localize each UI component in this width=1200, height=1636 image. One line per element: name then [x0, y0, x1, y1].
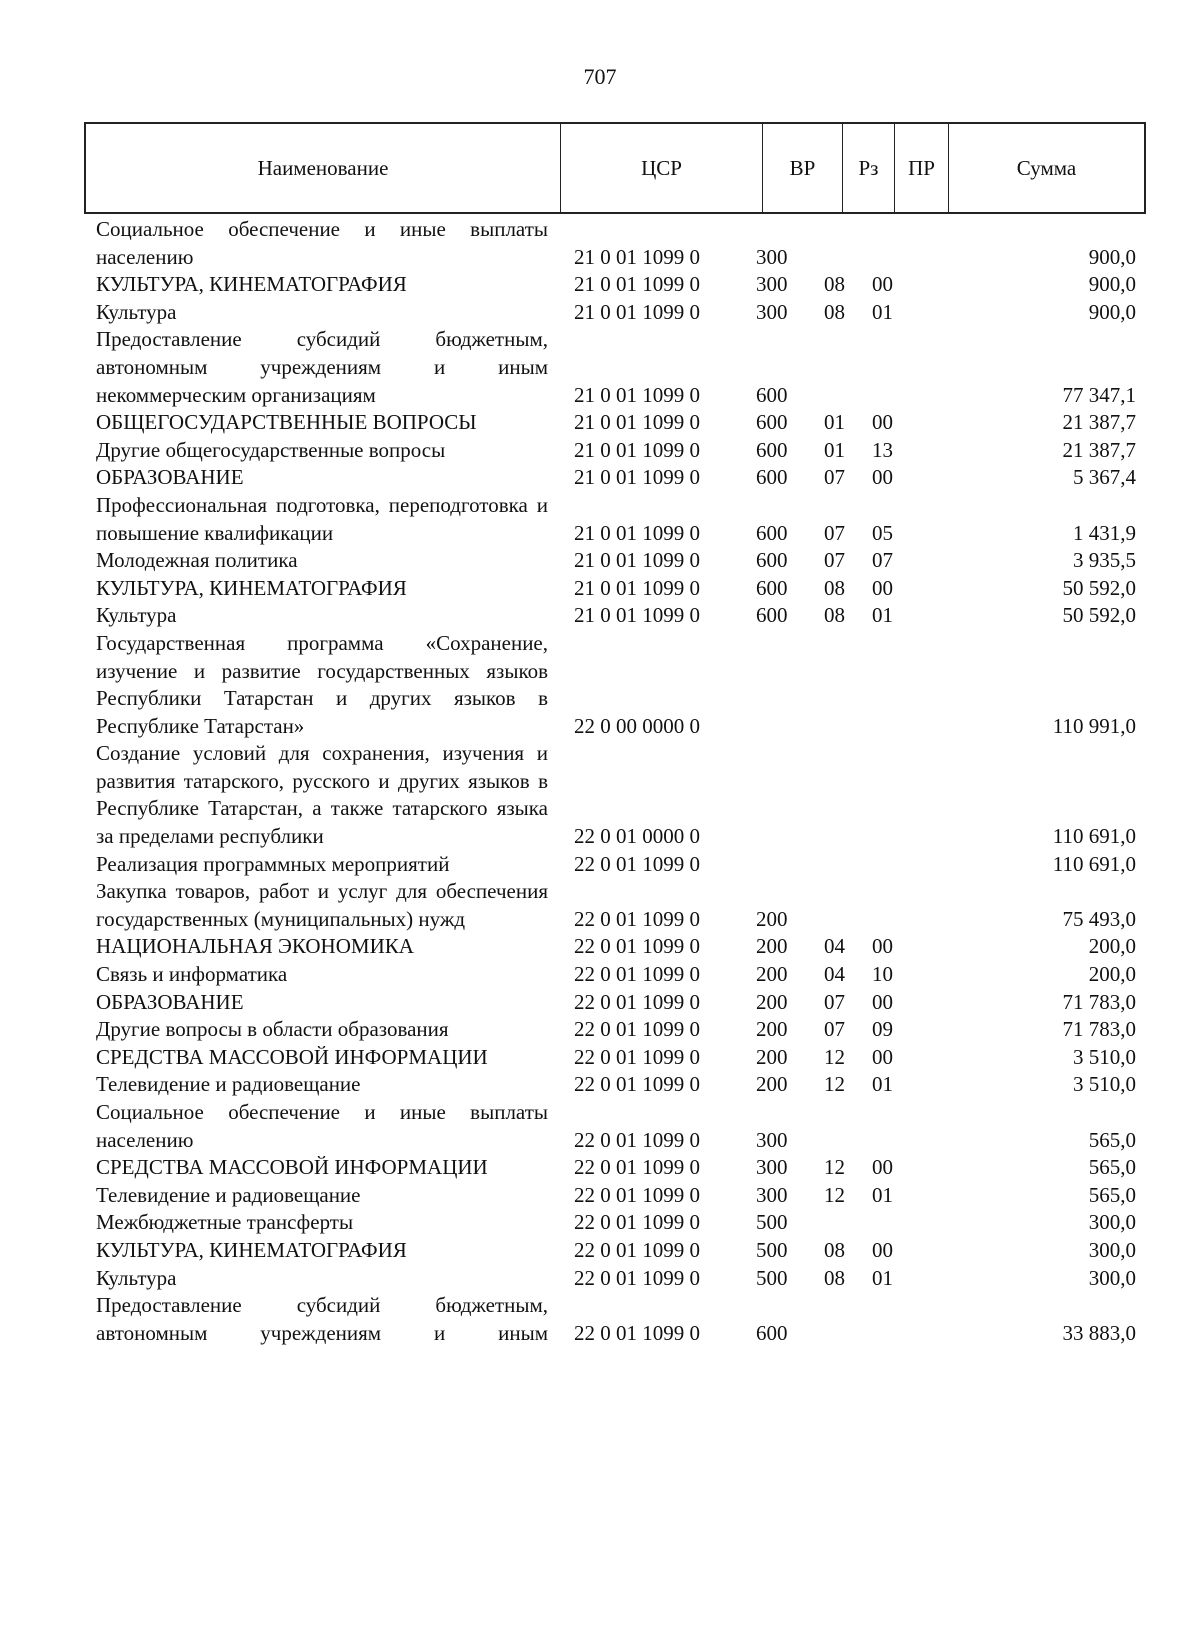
cell-vr: 300: [756, 1182, 788, 1207]
cell-name: Государственная программа «Сохранение, изучение и развитие государственных языков Республики Татарстан и других языков в Республике Татарстан»: [96, 630, 548, 738]
cell-rz: 12: [824, 1044, 845, 1069]
table-row: [96, 409, 1136, 437]
table-row: [96, 1265, 1136, 1293]
table-row: [96, 1099, 1136, 1154]
cell-name: Молодежная политика: [96, 548, 298, 573]
table-row: [96, 437, 1136, 465]
table-header: [84, 122, 1146, 214]
cell-sum: 110 691,0: [1052, 851, 1136, 876]
cell-name: Реализация программных мероприятий: [96, 851, 450, 876]
cell-vr: 200: [756, 962, 788, 987]
cell-name: СРЕДСТВА МАССОВОЙ ИНФОРМАЦИИ: [96, 1044, 488, 1069]
header-csr: ЦСР: [561, 124, 763, 212]
cell-sum: 300,0: [1088, 1210, 1136, 1235]
cell-sum: 565,0: [1088, 1155, 1136, 1180]
cell-csr: 22 0 01 1099 0: [574, 851, 700, 876]
cell-sum: 110 991,0: [1052, 713, 1136, 738]
cell-sum: 50 592,0: [1062, 603, 1136, 628]
cell-sum: 5 367,4: [1073, 465, 1136, 490]
cell-rz: 07: [824, 548, 845, 573]
cell-rz: 08: [824, 603, 845, 628]
cell-csr: 21 0 01 1099 0: [574, 382, 700, 407]
cell-name: КУЛЬТУРА, КИНЕМАТОГРАФИЯ: [96, 575, 407, 600]
cell-csr: 22 0 01 0000 0: [574, 824, 700, 849]
cell-csr: 22 0 01 1099 0: [574, 906, 700, 931]
cell-vr: 600: [756, 575, 788, 600]
table-row: [96, 271, 1136, 299]
page-number: 707: [583, 64, 617, 89]
cell-name: ОБРАЗОВАНИЕ: [96, 465, 244, 490]
cell-rz: 07: [824, 1017, 845, 1042]
cell-name: КУЛЬТУРА, КИНЕМАТОГРАФИЯ: [96, 1237, 407, 1262]
table-row: [96, 547, 1136, 575]
header-pr: ПР: [895, 124, 949, 212]
cell-csr: 22 0 01 1099 0: [574, 962, 700, 987]
table-row: [96, 602, 1136, 630]
cell-sum: 77 347,1: [1062, 382, 1136, 407]
cell-rz: 08: [824, 272, 845, 297]
cell-name: Другие общегосударственные вопросы: [96, 437, 446, 462]
cell-vr: 500: [756, 1210, 788, 1235]
cell-sum: 565,0: [1088, 1127, 1136, 1152]
cell-csr: 21 0 01 1099 0: [574, 437, 700, 462]
cell-pr: 10: [872, 962, 893, 987]
cell-pr: 05: [872, 520, 893, 545]
cell-sum: 565,0: [1088, 1182, 1136, 1207]
cell-csr: 22 0 01 1099 0: [574, 1072, 700, 1097]
cell-vr: 300: [756, 272, 788, 297]
cell-csr: 21 0 01 1099 0: [574, 603, 700, 628]
cell-csr: 21 0 01 1099 0: [574, 465, 700, 490]
cell-name: Культура: [96, 299, 177, 324]
table-body: [96, 216, 1136, 1347]
table-row: [96, 1292, 1136, 1347]
cell-sum: 71 783,0: [1062, 1017, 1136, 1042]
cell-pr: 13: [872, 437, 893, 462]
cell-rz: 12: [824, 1155, 845, 1180]
cell-pr: 09: [872, 1017, 893, 1042]
cell-sum: 110 691,0: [1052, 824, 1136, 849]
cell-pr: 00: [872, 465, 893, 490]
cell-pr: 01: [872, 1182, 893, 1207]
cell-csr: 21 0 01 1099 0: [574, 299, 700, 324]
table-row: [96, 851, 1136, 879]
cell-pr: 00: [872, 1044, 893, 1069]
cell-sum: 50 592,0: [1062, 575, 1136, 600]
cell-sum: 71 783,0: [1062, 989, 1136, 1014]
cell-rz: 07: [824, 465, 845, 490]
cell-csr: 21 0 01 1099 0: [574, 548, 700, 573]
cell-vr: 600: [756, 382, 788, 407]
cell-pr: 01: [872, 603, 893, 628]
cell-vr: 200: [756, 1072, 788, 1097]
cell-pr: 00: [872, 272, 893, 297]
cell-pr: 00: [872, 410, 893, 435]
cell-vr: 300: [756, 244, 788, 269]
cell-rz: 08: [824, 575, 845, 600]
table-row: [96, 216, 1136, 271]
cell-vr: 200: [756, 934, 788, 959]
cell-pr: 01: [872, 299, 893, 324]
table-row: [96, 630, 1136, 740]
cell-name: ОБРАЗОВАНИЕ: [96, 989, 244, 1014]
cell-name: Предоставление субсидий бюджетным, автономным учреждениям и иным: [96, 1293, 548, 1345]
cell-name: Профессиональная подготовка, переподготовка и повышение квалификации: [96, 492, 548, 545]
cell-csr: 22 0 01 1099 0: [574, 1237, 700, 1262]
cell-pr: 00: [872, 1155, 893, 1180]
table-row: [96, 933, 1136, 961]
cell-name: Социальное обеспечение и иные выплаты населению: [96, 217, 548, 269]
table-row: [96, 575, 1136, 603]
header-vr: ВР: [763, 124, 843, 212]
cell-rz: 07: [824, 520, 845, 545]
cell-sum: 21 387,7: [1062, 410, 1136, 435]
cell-name: Закупка товаров, работ и услуг для обеспечения государственных (муниципальных) нужд: [96, 879, 548, 931]
table-row: [96, 492, 1136, 547]
cell-name: Телевидение и радиовещание: [96, 1072, 361, 1097]
cell-name: ОБЩЕГОСУДАРСТВЕННЫЕ ВОПРОСЫ: [96, 410, 477, 435]
cell-rz: 04: [824, 962, 845, 987]
cell-pr: 07: [872, 548, 893, 573]
cell-name: Предоставление субсидий бюджетным, автономным учреждениям и иным некоммерческим организациям: [96, 327, 548, 407]
cell-vr: 200: [756, 906, 788, 931]
cell-pr: 00: [872, 989, 893, 1014]
cell-sum: 900,0: [1088, 272, 1136, 297]
cell-name: Культура: [96, 603, 177, 628]
table-row: [96, 464, 1136, 492]
cell-rz: 01: [824, 437, 845, 462]
cell-vr: 300: [756, 299, 788, 324]
cell-vr: 200: [756, 989, 788, 1014]
cell-sum: 900,0: [1088, 244, 1136, 269]
cell-vr: 500: [756, 1265, 788, 1290]
cell-csr: 22 0 01 1099 0: [574, 1127, 700, 1152]
cell-vr: 600: [756, 603, 788, 628]
cell-pr: 00: [872, 575, 893, 600]
cell-csr: 22 0 01 1099 0: [574, 934, 700, 959]
cell-sum: 300,0: [1088, 1237, 1136, 1262]
table-row: [96, 1237, 1136, 1265]
cell-csr: 21 0 01 1099 0: [574, 410, 700, 435]
cell-name: КУЛЬТУРА, КИНЕМАТОГРАФИЯ: [96, 272, 407, 297]
cell-sum: 200,0: [1088, 962, 1136, 987]
cell-csr: 21 0 01 1099 0: [574, 520, 700, 545]
cell-name: Другие вопросы в области образования: [96, 1017, 449, 1042]
table-row: [96, 740, 1136, 850]
cell-csr: 21 0 01 1099 0: [574, 272, 700, 297]
cell-vr: 600: [756, 548, 788, 573]
cell-name: Создание условий для сохранения, изучения и развития татарского, русского и других языков в Республике Татарстан, а также татарского языка за пределами республики: [96, 741, 548, 849]
table-row: [96, 1182, 1136, 1210]
cell-csr: 22 0 01 1099 0: [574, 1182, 700, 1207]
cell-csr: 22 0 01 1099 0: [574, 1320, 700, 1345]
cell-pr: 01: [872, 1265, 893, 1290]
cell-rz: 08: [824, 1237, 845, 1262]
cell-sum: 900,0: [1088, 299, 1136, 324]
cell-rz: 12: [824, 1072, 845, 1097]
cell-sum: 21 387,7: [1062, 437, 1136, 462]
header-name: Наименование: [86, 124, 561, 212]
cell-sum: 1 431,9: [1073, 520, 1136, 545]
cell-vr: 500: [756, 1237, 788, 1262]
cell-name: Культура: [96, 1265, 177, 1290]
table-row: [96, 1044, 1136, 1072]
cell-csr: 22 0 01 1099 0: [574, 989, 700, 1014]
cell-sum: 300,0: [1088, 1265, 1136, 1290]
table-row: [96, 989, 1136, 1017]
cell-name: СРЕДСТВА МАССОВОЙ ИНФОРМАЦИИ: [96, 1155, 488, 1180]
cell-rz: 04: [824, 934, 845, 959]
cell-name: Социальное обеспечение и иные выплаты населению: [96, 1100, 548, 1152]
header-sum: Сумма: [1016, 155, 1077, 180]
table-row: [96, 1154, 1136, 1182]
cell-vr: 600: [756, 1320, 788, 1345]
cell-rz: 07: [824, 989, 845, 1014]
table-row: [96, 326, 1136, 409]
cell-rz: 12: [824, 1182, 845, 1207]
cell-csr: 22 0 01 1099 0: [574, 1044, 700, 1069]
cell-csr: 22 0 01 1099 0: [574, 1017, 700, 1042]
cell-rz: 08: [824, 299, 845, 324]
cell-csr: 22 0 01 1099 0: [574, 1155, 700, 1180]
cell-name: Связь и информатика: [96, 962, 288, 987]
cell-vr: 200: [756, 1017, 788, 1042]
cell-csr: 22 0 01 1099 0: [574, 1210, 700, 1235]
header-rz: Рз: [843, 124, 895, 212]
cell-csr: 21 0 01 1099 0: [574, 244, 700, 269]
cell-vr: 600: [756, 410, 788, 435]
cell-csr: 21 0 01 1099 0: [574, 575, 700, 600]
cell-sum: 3 510,0: [1073, 1044, 1136, 1069]
table-row: [96, 961, 1136, 989]
cell-vr: 300: [756, 1127, 788, 1152]
cell-vr: 200: [756, 1044, 788, 1069]
cell-rz: 08: [824, 1265, 845, 1290]
cell-csr: 22 0 00 0000 0: [574, 713, 700, 738]
cell-name: Межбюджетные трансферты: [96, 1210, 354, 1235]
cell-vr: 600: [756, 520, 788, 545]
cell-sum: 33 883,0: [1062, 1320, 1136, 1345]
table-row: [96, 878, 1136, 933]
table-row: [96, 1071, 1136, 1099]
cell-sum: 3 510,0: [1073, 1072, 1136, 1097]
cell-pr: 00: [872, 1237, 893, 1262]
cell-vr: 600: [756, 437, 788, 462]
cell-sum: 3 935,5: [1073, 548, 1136, 573]
table-row: [96, 1209, 1136, 1237]
cell-rz: 01: [824, 410, 845, 435]
cell-vr: 300: [756, 1155, 788, 1180]
table-row: [96, 299, 1136, 327]
cell-csr: 22 0 01 1099 0: [574, 1265, 700, 1290]
cell-vr: 600: [756, 465, 788, 490]
cell-name: НАЦИОНАЛЬНАЯ ЭКОНОМИКА: [96, 934, 414, 959]
table-row: [96, 1016, 1136, 1044]
cell-pr: 01: [872, 1072, 893, 1097]
cell-sum: 200,0: [1088, 934, 1136, 959]
cell-sum: 75 493,0: [1062, 906, 1136, 931]
cell-pr: 00: [872, 934, 893, 959]
cell-name: Телевидение и радиовещание: [96, 1182, 361, 1207]
